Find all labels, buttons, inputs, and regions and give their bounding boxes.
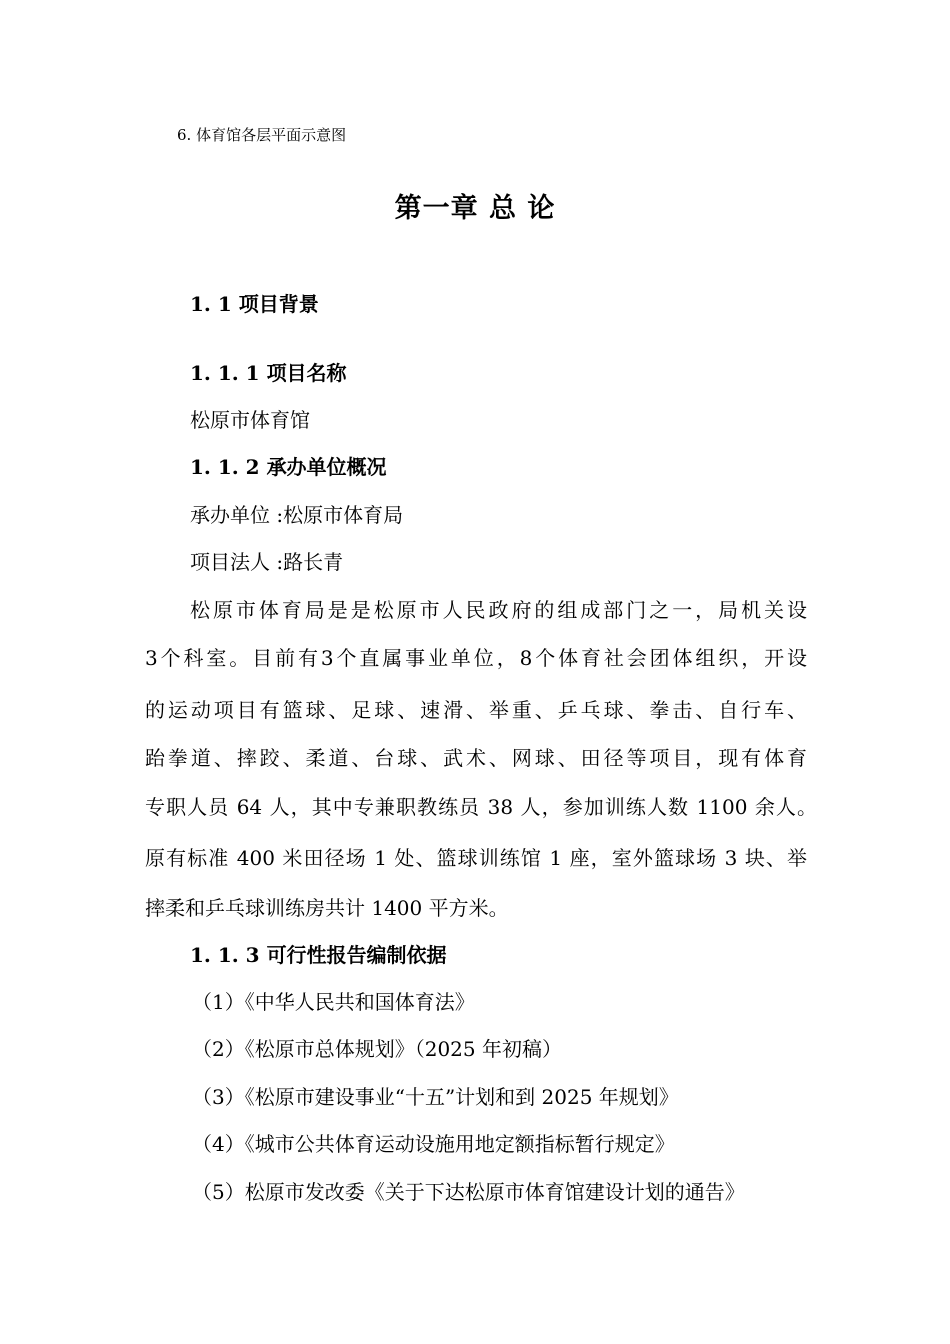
reference-item: （1）《中华人民共和国体育法》	[192, 990, 475, 1014]
reference-item: （4）《城市公共体育运动设施用地定额指标暂行规定》	[192, 1132, 675, 1156]
paragraph-line: 3个科室。目前有3个直属事业单位，8个体育社会团体组织，开设	[145, 646, 807, 670]
reference-item: （2）《松原市总体规划》（2025 年初稿）	[192, 1037, 562, 1061]
section-heading-1-1-3: 1. 1. 3 可行性报告编制依据	[190, 943, 447, 967]
paragraph-line: 跆拳道、摔跤、柔道、台球、武术、网球、田径等项目，现有体育	[145, 746, 807, 770]
section-heading-1-1-1: 1. 1. 1 项目名称	[190, 361, 347, 385]
section-heading-1-1: 1. 1 项目背景	[190, 292, 319, 316]
reference-item: （3）《松原市建设事业“十五”计划和到 2025 年规划》	[192, 1085, 679, 1109]
project-name: 松原市体育馆	[190, 408, 310, 432]
paragraph-line: 专职人员 64 人，其中专兼职教练员 38 人，参加训练人数 1100 余人。	[145, 795, 817, 819]
paragraph-line: 摔柔和乒乓球训练房共计 1400 平方米。	[145, 896, 509, 920]
legal-person-line: 项目法人 :路长青	[190, 550, 344, 574]
toc-item: 6. 体育馆各层平面示意图	[177, 126, 347, 144]
section-heading-1-1-2: 1. 1. 2 承办单位概况	[190, 455, 387, 479]
paragraph-line: 的运动项目有篮球、足球、速滑、举重、乒乓球、拳击、自行车、	[145, 698, 807, 722]
reference-item: （5）松原市发改委《关于下达松原市体育馆建设计划的通告》	[192, 1180, 745, 1204]
paragraph-line: 松原市体育局是是松原市人民政府的组成部门之一，局机关设	[190, 598, 807, 622]
paragraph-line: 原有标准 400 米田径场 1 处、篮球训练馆 1 座，室外篮球场 3 块、举	[145, 846, 807, 870]
org-unit-line: 承办单位 :松原市体育局	[190, 503, 404, 527]
chapter-title: 第一章 总 论	[394, 193, 556, 224]
